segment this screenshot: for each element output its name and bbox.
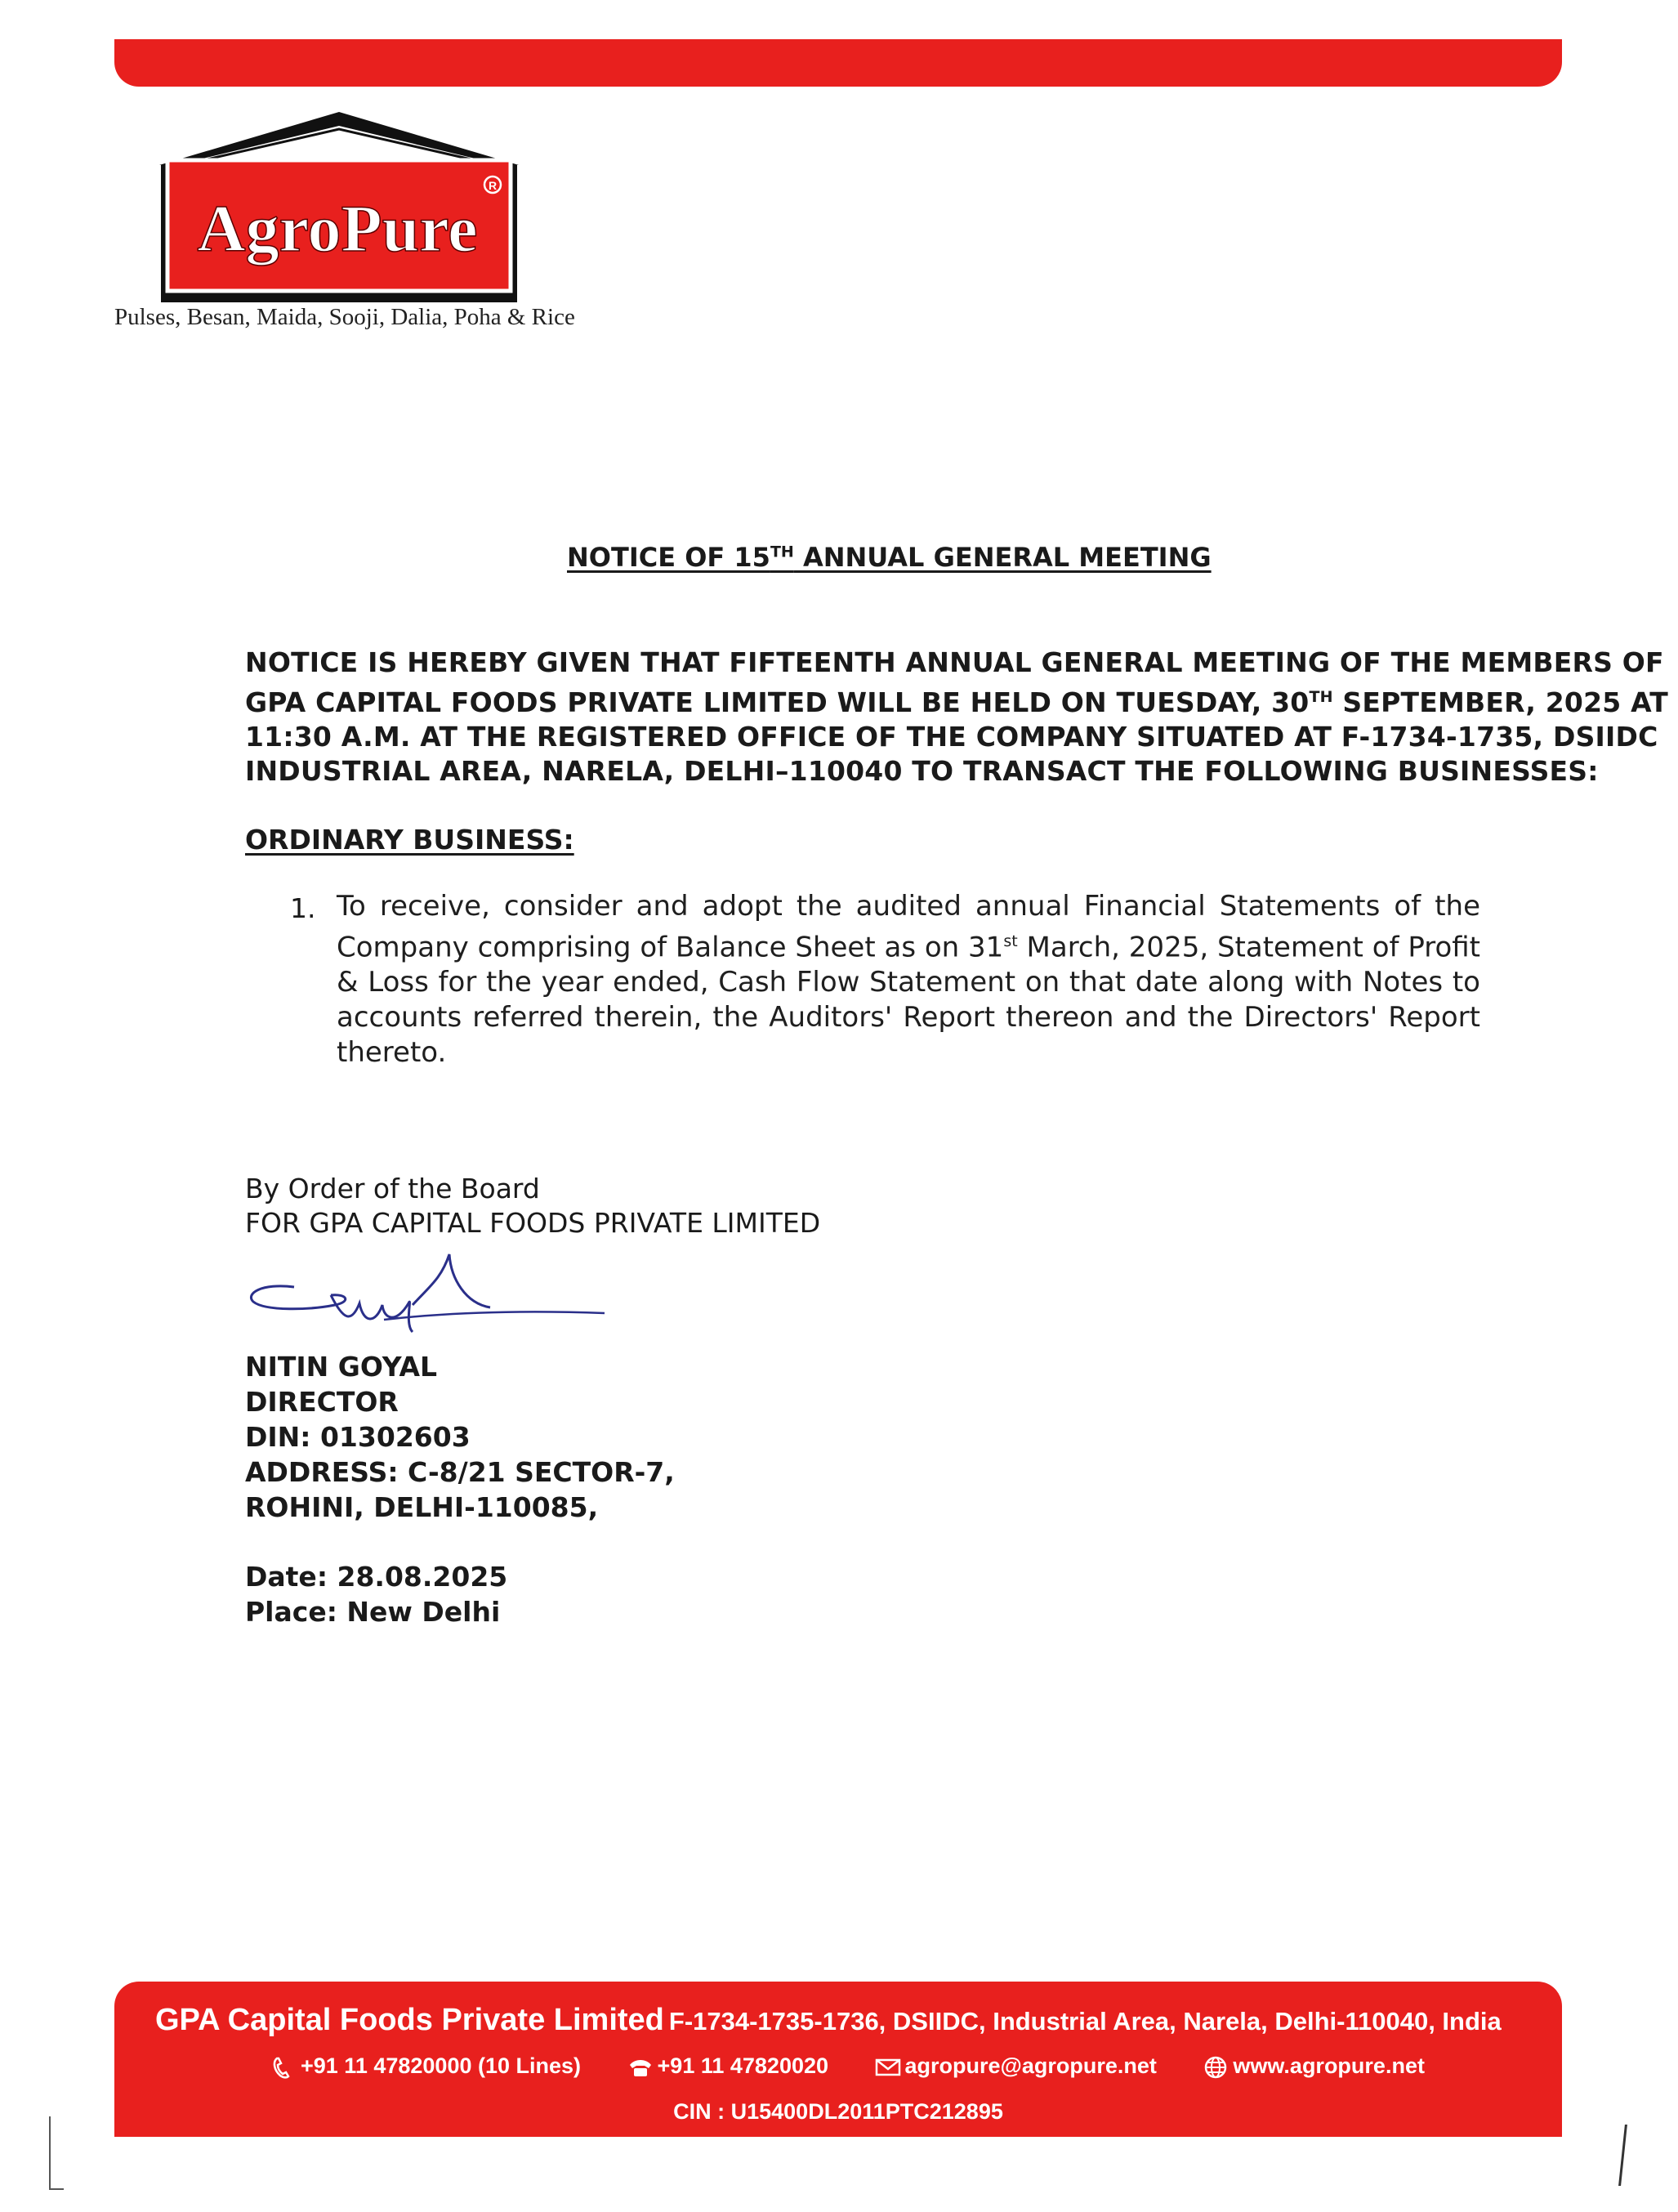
by-order-text: By Order of the Board: [245, 1173, 540, 1204]
footer-company-name: GPA Capital Foods Private Limited: [155, 2003, 664, 2037]
top-red-band: [114, 39, 1562, 87]
notice-line: NOTICE IS HEREBY GIVEN THAT FIFTEENTH ANNUAL GENERAL MEETING OF THE MEMBERS OF: [245, 646, 1664, 678]
handwritten-signature: [245, 1246, 613, 1336]
footer-website: www.agropure.net: [1202, 2053, 1425, 2080]
notice-place: Place: New Delhi: [245, 1596, 501, 1628]
footer-address: F-1734-1735-1736, DSIIDC, Industrial Area, Narela, Delhi-110040, India: [668, 2007, 1502, 2035]
director-name: NITIN GOYAL: [245, 1351, 438, 1383]
fax-icon: [627, 2055, 654, 2080]
scan-edge-mark: [49, 2188, 64, 2190]
notice-line: GPA CAPITAL FOODS PRIVATE LIMITED WILL BE HELD ON TUESDAY, 30TH SEPTEMBER, 2025 AT: [245, 686, 1668, 718]
footer-phone: +91 11 47820000 (10 Lines): [270, 2053, 581, 2080]
footer-contact-line: [270, 2053, 1464, 2080]
ordinary-business-heading: ORDINARY BUSINESS:: [245, 824, 574, 856]
director-address-line1: ADDRESS: C-8/21 SECTOR-7,: [245, 1456, 675, 1488]
business-item-text: [337, 889, 1480, 1070]
item-line: accounts referred therein, the Auditors' Report thereon and the Directors' Report: [337, 1001, 1480, 1035]
director-address-line2: ROHINI, DELHI-110085,: [245, 1491, 599, 1523]
footer-company-line: [155, 2003, 1502, 2038]
svg-text:R: R: [488, 179, 498, 192]
agropure-logo: [159, 108, 519, 304]
for-company-text: FOR GPA CAPITAL FOODS PRIVATE LIMITED: [245, 1207, 821, 1239]
director-din: DIN: 01302603: [245, 1421, 471, 1453]
phone-icon: [270, 2055, 297, 2080]
notice-line: INDUSTRIAL AREA, NARELA, DELHI–110040 TO TRANSACT THE FOLLOWING BUSINESSES:: [245, 755, 1599, 787]
svg-text:AgroPure: AgroPure: [197, 191, 478, 266]
item-line: To receive, consider and adopt the audited annual Financial Statements of the: [337, 890, 1480, 923]
notice-date: Date: 28.08.2025: [245, 1561, 508, 1593]
globe-icon: [1202, 2055, 1229, 2080]
email-icon: [874, 2055, 902, 2080]
footer-band: [114, 1982, 1562, 2137]
director-designation: DIRECTOR: [245, 1386, 399, 1418]
tagline: Pulses, Besan, Maida, Sooji, Dalia, Poha & Rice: [114, 304, 575, 330]
item-line: Company comprising of Balance Sheet as on 31st March, 2025, Statement of Profit: [337, 931, 1481, 964]
footer-cin: CIN : U15400DL2011PTC212895: [673, 2099, 1003, 2124]
notice-title: NOTICE OF 15TH ANNUAL GENERAL MEETING: [567, 542, 1212, 573]
item-line: & Loss for the year ended, Cash Flow Statement on that date along with Notes to: [337, 966, 1480, 999]
board-order-block: [245, 1172, 820, 1240]
director-details: [245, 1349, 675, 1525]
item-number: 1.: [290, 892, 316, 924]
scan-edge-mark: [49, 2116, 51, 2190]
notice-paragraph: [245, 646, 1668, 789]
footer-fax: +91 11 47820020: [627, 2053, 828, 2080]
footer-email: agropure@agropure.net: [874, 2053, 1157, 2080]
scan-edge-mark: [1618, 2125, 1627, 2186]
date-place-block: [245, 1559, 507, 1629]
item-line: thereto.: [337, 1036, 447, 1070]
notice-line: 11:30 A.M. AT THE REGISTERED OFFICE OF THE COMPANY SITUATED AT F-1734-1735, DSIIDC: [245, 721, 1658, 753]
